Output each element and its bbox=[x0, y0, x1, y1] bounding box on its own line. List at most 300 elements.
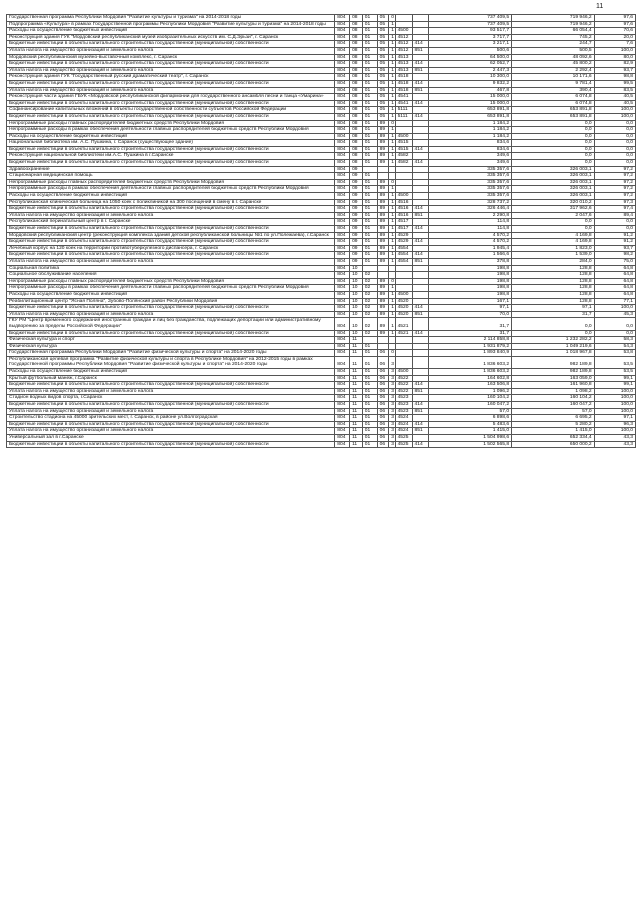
expense-type-code: 414 bbox=[412, 206, 429, 213]
table-row bbox=[7, 34, 636, 41]
ministry-code: 804 bbox=[335, 441, 350, 448]
planned-amount: 1 184,2 bbox=[429, 120, 512, 127]
subsection-code: 01 bbox=[362, 350, 377, 357]
target-code: 4513 bbox=[395, 61, 412, 68]
execution-percent: 53,8 bbox=[594, 350, 635, 357]
expense-type-code bbox=[412, 34, 429, 41]
expense-type-code bbox=[412, 369, 429, 376]
subsection-code: 01 bbox=[362, 146, 377, 153]
expense-type-code bbox=[412, 343, 429, 350]
planned-amount: 1 096,2 bbox=[429, 388, 512, 395]
executed-amount: 161 960,8 bbox=[512, 382, 595, 389]
expense-type-code: 414 bbox=[412, 80, 429, 87]
subprogram-code: 3 bbox=[389, 408, 395, 415]
target-code: 4522 bbox=[395, 388, 412, 395]
program-code: 05 bbox=[377, 47, 389, 54]
program-code: 89 bbox=[377, 245, 389, 252]
ministry-code: 804 bbox=[335, 239, 350, 246]
row-name: Физическая культура и спорт bbox=[7, 337, 335, 344]
target-code: 4517 bbox=[395, 226, 412, 233]
table-row bbox=[7, 350, 636, 357]
table-row bbox=[7, 94, 636, 101]
program-code: 05 bbox=[377, 113, 389, 120]
row-name: Физическая культура bbox=[7, 343, 335, 350]
execution-percent: 64,8 bbox=[594, 278, 635, 285]
program-code: 06 bbox=[377, 395, 389, 402]
row-name: Расходы на осуществление бюджетных инвестиций bbox=[7, 291, 335, 298]
planned-amount: 160 047,2 bbox=[429, 402, 512, 409]
planned-amount: 2 290,8 bbox=[429, 212, 512, 219]
execution-percent: 0,0 bbox=[594, 120, 635, 127]
planned-amount: 198,8 bbox=[429, 291, 512, 298]
subsection-code: 01 bbox=[362, 343, 377, 350]
section-code: 08 bbox=[350, 61, 363, 68]
executed-amount: 0,0 bbox=[512, 127, 595, 134]
expense-type-code: 414 bbox=[412, 146, 429, 153]
row-name: Лечебный корпус на 120 коек на территории противотуберкулезного диспансера, г. Саранск bbox=[7, 245, 335, 252]
execution-percent: 83,5 bbox=[594, 87, 635, 94]
target-code: 4512 bbox=[395, 47, 412, 54]
row-name: Непрограммные расходы главных распорядителей бюджетных средств Республики Мордовия bbox=[7, 179, 335, 186]
program-code: 89 bbox=[377, 305, 389, 312]
section-code: 11 bbox=[350, 356, 363, 368]
planned-amount: 834,6 bbox=[429, 146, 512, 153]
executed-amount: 0,0 bbox=[512, 226, 595, 233]
execution-percent: 53,5 bbox=[594, 356, 635, 368]
section-code: 08 bbox=[350, 153, 363, 160]
program-code: 89 bbox=[377, 226, 389, 233]
subprogram-code: 1 bbox=[389, 160, 395, 167]
program-code: 89 bbox=[377, 133, 389, 140]
row-name: Бюджетные инвестиции в объекты капитального строительства государственной (муниципальной) собственности bbox=[7, 330, 335, 337]
program-code: 05 bbox=[377, 61, 389, 68]
subprogram-code: 0 bbox=[389, 179, 395, 186]
expense-type-code bbox=[412, 272, 429, 279]
section-code: 09 bbox=[350, 193, 363, 200]
ministry-code: 804 bbox=[335, 298, 350, 305]
execution-percent: 100,0 bbox=[594, 305, 635, 312]
execution-percent: 0,0 bbox=[594, 133, 635, 140]
target-code bbox=[395, 343, 412, 350]
expense-type-code bbox=[412, 74, 429, 81]
subsection-code: 01 bbox=[362, 15, 377, 22]
subprogram-code: 1 bbox=[389, 318, 395, 330]
expense-type-code bbox=[412, 232, 429, 239]
planned-amount: 349,6 bbox=[429, 160, 512, 167]
section-code: 11 bbox=[350, 350, 363, 357]
expense-type-code: 851 bbox=[412, 212, 429, 219]
target-code: 4523 bbox=[395, 408, 412, 415]
section-code: 08 bbox=[350, 160, 363, 167]
executed-amount: 719 946,2 bbox=[512, 21, 595, 28]
ministry-code: 804 bbox=[335, 369, 350, 376]
execution-percent: 91,2 bbox=[594, 232, 635, 239]
planned-amount: 4 570,2 bbox=[429, 239, 512, 246]
subsection-code: 01 bbox=[362, 239, 377, 246]
executed-amount: 326 003,1 bbox=[512, 166, 595, 173]
expense-type-code bbox=[412, 219, 429, 226]
subsection-code: 01 bbox=[362, 193, 377, 200]
subsection-code: 01 bbox=[362, 369, 377, 376]
expense-type-code bbox=[412, 356, 429, 368]
ministry-code: 804 bbox=[335, 153, 350, 160]
table-row bbox=[7, 219, 636, 226]
program-code bbox=[377, 343, 389, 350]
expense-type-code: 414 bbox=[412, 113, 429, 120]
row-name: Уплата налога на имущество организаций и земельного налога bbox=[7, 47, 335, 54]
row-name: Бюджетные инвестиции в объекты капитального строительства государственной (муниципальной) собственности bbox=[7, 252, 335, 259]
table-row bbox=[7, 408, 636, 415]
subprogram-code: 0 bbox=[389, 15, 395, 22]
executed-amount: 0,0 bbox=[512, 153, 595, 160]
ministry-code: 804 bbox=[335, 166, 350, 173]
planned-amount: 1 893 840,9 bbox=[429, 350, 512, 357]
row-name: Непрограммные расходы в рамках обеспечения деятельности главных распорядителей бюджетных средств Республики Мордовия bbox=[7, 186, 335, 193]
subsection-code: 01 bbox=[362, 186, 377, 193]
row-name: Реконструкция части здания ГБУК «Мордовской республиканской филармонии для государственного ансамбля песни и танца «Умарина» bbox=[7, 94, 335, 101]
section-code: 10 bbox=[350, 311, 363, 318]
planned-amount: 114,8 bbox=[429, 219, 512, 226]
target-code bbox=[395, 272, 412, 279]
execution-percent: 43,3 bbox=[594, 441, 635, 448]
subprogram-code: 1 bbox=[389, 94, 395, 101]
execution-percent: 54,3 bbox=[594, 343, 635, 350]
section-code: 11 bbox=[350, 369, 363, 376]
section-code: 08 bbox=[350, 54, 363, 61]
table-row bbox=[7, 285, 636, 292]
target-code: 4524 bbox=[395, 421, 412, 428]
ministry-code: 804 bbox=[335, 402, 350, 409]
ministry-code: 804 bbox=[335, 94, 350, 101]
expense-type-code bbox=[412, 265, 429, 272]
section-code: 08 bbox=[350, 34, 363, 41]
ministry-code: 804 bbox=[335, 285, 350, 292]
subsection-code: 01 bbox=[362, 212, 377, 219]
planned-amount: 335 357,6 bbox=[429, 186, 512, 193]
subsection-code: 01 bbox=[362, 120, 377, 127]
program-code: 06 bbox=[377, 350, 389, 357]
program-code: 89 bbox=[377, 330, 389, 337]
subsection-code: 01 bbox=[362, 87, 377, 94]
program-code: 05 bbox=[377, 87, 389, 94]
section-code: 09 bbox=[350, 166, 363, 173]
section-code: 09 bbox=[350, 173, 363, 180]
subsection-code: 01 bbox=[362, 67, 377, 74]
row-name: Уплата налога на имущество организаций и земельного налога bbox=[7, 258, 335, 265]
target-code: 4516 bbox=[395, 212, 412, 219]
row-name: Мордовский республиканский центр (реконструкция комплекса зданий детской республиканской больницы №1 по ул.Полежаева), г.Саранск bbox=[7, 232, 335, 239]
planned-amount: 737 409,5 bbox=[429, 15, 512, 22]
subprogram-code: 3 bbox=[389, 402, 395, 409]
planned-amount: 163 506,8 bbox=[429, 382, 512, 389]
section-code: 10 bbox=[350, 305, 363, 312]
section-code: 11 bbox=[350, 402, 363, 409]
subsection-code: 01 bbox=[362, 94, 377, 101]
executed-amount: 1 415,0 bbox=[512, 428, 595, 435]
target-code: 5111 bbox=[395, 107, 412, 114]
subsection-code: 01 bbox=[362, 80, 377, 87]
subprogram-code: 1 bbox=[389, 239, 395, 246]
ministry-code: 804 bbox=[335, 173, 350, 180]
program-code: 89 bbox=[377, 179, 389, 186]
ministry-code: 804 bbox=[335, 330, 350, 337]
planned-amount: 198,8 bbox=[429, 278, 512, 285]
row-name: Государственная программа Республики Мордовия "Развитие физической культуры и спорта" на 2014-2020 годы bbox=[7, 350, 335, 357]
program-code: 89 bbox=[377, 140, 389, 147]
planned-amount: 1 184,2 bbox=[429, 133, 512, 140]
row-name: Бюджетные инвестиции в объекты капитального строительства государственной (муниципальной) собственности bbox=[7, 146, 335, 153]
program-code: 06 bbox=[377, 421, 389, 428]
executed-amount: 45 800,2 bbox=[512, 61, 595, 68]
target-code: 4554 bbox=[395, 252, 412, 259]
section-code: 09 bbox=[350, 232, 363, 239]
section-code: 10 bbox=[350, 285, 363, 292]
section-code: 11 bbox=[350, 421, 363, 428]
planned-amount: 1 836 603,2 bbox=[429, 356, 512, 368]
subsection-code: 01 bbox=[362, 421, 377, 428]
target-code bbox=[395, 278, 412, 285]
program-code: 89 bbox=[377, 298, 389, 305]
execution-percent: 75,0 bbox=[594, 258, 635, 265]
table-row bbox=[7, 226, 636, 233]
target-code bbox=[395, 127, 412, 134]
table-row bbox=[7, 28, 636, 35]
execution-percent: 70,6 bbox=[594, 28, 635, 35]
expense-type-code bbox=[412, 28, 429, 35]
target-code bbox=[395, 21, 412, 28]
subsection-code bbox=[362, 265, 377, 272]
executed-amount: 10 171,6 bbox=[512, 74, 595, 81]
subprogram-code: 3 bbox=[389, 395, 395, 402]
planned-amount: 349,6 bbox=[429, 153, 512, 160]
table-row bbox=[7, 120, 636, 127]
planned-amount: 3 217,1 bbox=[429, 41, 512, 48]
budget-table bbox=[6, 14, 636, 448]
planned-amount: 57,0 bbox=[429, 408, 512, 415]
row-name: Непрограммные расходы главных распорядителей бюджетных средств Республики Мордовия bbox=[7, 278, 335, 285]
row-name: Бюджетные инвестиции в объекты капитального строительства государственной (муниципальной) собственности bbox=[7, 382, 335, 389]
program-code: 06 bbox=[377, 388, 389, 395]
subprogram-code: 1 bbox=[389, 127, 395, 134]
expense-type-code bbox=[412, 278, 429, 285]
execution-percent: 0,0 bbox=[594, 153, 635, 160]
row-name: ГКУ РМ "Центр временного содержания иностранных граждан и лиц без гражданства, подлежащих депортации или административному выдворению за пределы Российской Федерации" bbox=[7, 318, 335, 330]
target-code: 4500 bbox=[395, 28, 412, 35]
row-name: Социальное обслуживание населения bbox=[7, 272, 335, 279]
executed-amount: 6 074,8 bbox=[512, 94, 595, 101]
subprogram-code: 1 bbox=[389, 212, 395, 219]
subprogram-code: 1 bbox=[389, 61, 395, 68]
target-code bbox=[395, 120, 412, 127]
subsection-code: 02 bbox=[362, 278, 377, 285]
table-row bbox=[7, 245, 636, 252]
program-code bbox=[377, 173, 389, 180]
table-row bbox=[7, 298, 636, 305]
ministry-code: 804 bbox=[335, 107, 350, 114]
executed-amount: 128,8 bbox=[512, 265, 595, 272]
subsection-code: 01 bbox=[362, 160, 377, 167]
target-code: 5111 bbox=[395, 113, 412, 120]
executed-amount: 1 018 967,8 bbox=[512, 350, 595, 357]
subprogram-code: 1 bbox=[389, 100, 395, 107]
ministry-code: 804 bbox=[335, 140, 350, 147]
target-code: 4516 bbox=[395, 206, 412, 213]
target-code: 4541 bbox=[395, 100, 412, 107]
subsection-code: 01 bbox=[362, 388, 377, 395]
execution-percent: 0,0 bbox=[594, 318, 635, 330]
execution-percent: 100,0 bbox=[594, 395, 635, 402]
table-row bbox=[7, 41, 636, 48]
section-code: 08 bbox=[350, 67, 363, 74]
section-code: 08 bbox=[350, 127, 363, 134]
subprogram-code: 3 bbox=[389, 441, 395, 448]
subprogram-code: 1 bbox=[389, 47, 395, 54]
execution-percent: 97,2 bbox=[594, 193, 635, 200]
execution-percent: 20,0 bbox=[594, 34, 635, 41]
table-row bbox=[7, 428, 636, 435]
expense-type-code bbox=[412, 166, 429, 173]
subprogram-code: 1 bbox=[389, 186, 395, 193]
subsection-code: 01 bbox=[362, 173, 377, 180]
section-code: 09 bbox=[350, 239, 363, 246]
section-code: 08 bbox=[350, 15, 363, 22]
ministry-code: 804 bbox=[335, 100, 350, 107]
executed-amount: 650 000,2 bbox=[512, 441, 595, 448]
row-name: Строительство стадиона на 45000 зрительских мест, г. Саранск, в районе ул.Волгоградская bbox=[7, 415, 335, 422]
planned-amount: 653 891,8 bbox=[429, 113, 512, 120]
table-row bbox=[7, 67, 636, 74]
executed-amount: 160 104,2 bbox=[512, 395, 595, 402]
planned-amount: 335 357,6 bbox=[429, 193, 512, 200]
subprogram-code: 1 bbox=[389, 291, 395, 298]
table-row bbox=[7, 153, 636, 160]
program-code: 06 bbox=[377, 369, 389, 376]
ministry-code: 804 bbox=[335, 206, 350, 213]
execution-percent: 97,2 bbox=[594, 166, 635, 173]
target-code: 4500 bbox=[395, 291, 412, 298]
planned-amount: 1 836 603,2 bbox=[429, 369, 512, 376]
section-code: 09 bbox=[350, 212, 363, 219]
program-code: 05 bbox=[377, 74, 389, 81]
program-code bbox=[377, 272, 389, 279]
ministry-code: 804 bbox=[335, 80, 350, 87]
section-code: 10 bbox=[350, 318, 363, 330]
expense-type-code: 414 bbox=[412, 441, 429, 448]
table-row bbox=[7, 343, 636, 350]
subsection-code: 01 bbox=[362, 232, 377, 239]
page-number: 11 bbox=[596, 3, 604, 10]
target-code: 4520 bbox=[395, 311, 412, 318]
section-code: 08 bbox=[350, 113, 363, 120]
program-code: 89 bbox=[377, 252, 389, 259]
planned-amount: 64 500,0 bbox=[429, 54, 512, 61]
executed-amount: 66 054,4 bbox=[512, 28, 595, 35]
row-name: Реконструкция национальной библиотеки им.А.С. Пушкина в г.Саранске bbox=[7, 153, 335, 160]
target-code: 4529 bbox=[395, 239, 412, 246]
ministry-code: 804 bbox=[335, 265, 350, 272]
subsection-code: 01 bbox=[362, 375, 377, 382]
row-name: Софинансирование капитальных вложений в объекты государственной собственности субъектов Российской Федерации bbox=[7, 107, 335, 114]
executed-amount: 1 823,0 bbox=[512, 245, 595, 252]
ministry-code: 804 bbox=[335, 21, 350, 28]
executed-amount: 326 003,1 bbox=[512, 173, 595, 180]
program-code bbox=[377, 265, 389, 272]
subsection-code: 01 bbox=[362, 199, 377, 206]
subprogram-code: 1 bbox=[389, 226, 395, 233]
row-name: Бюджетные инвестиции в объекты капитального строительства государственной (муниципальной) собственности bbox=[7, 441, 335, 448]
expense-type-code: 851 bbox=[412, 67, 429, 74]
table-row bbox=[7, 369, 636, 376]
planned-amount: 15 000,0 bbox=[429, 100, 512, 107]
ministry-code: 804 bbox=[335, 74, 350, 81]
section-code: 11 bbox=[350, 337, 363, 344]
executed-amount: 0,0 bbox=[512, 219, 595, 226]
row-name: Стадион водных видов спорта, г.Саранск bbox=[7, 395, 335, 402]
row-name: Непрограммные расходы главных распорядителей бюджетных средств Республики Мордовия bbox=[7, 120, 335, 127]
executed-amount: 982 189,8 bbox=[512, 369, 595, 376]
ministry-code: 804 bbox=[335, 219, 350, 226]
subprogram-code: 1 bbox=[389, 113, 395, 120]
subprogram-code: 1 bbox=[389, 87, 395, 94]
subprogram-code: 1 bbox=[389, 80, 395, 87]
expense-type-code bbox=[412, 127, 429, 134]
expense-type-code: 414 bbox=[412, 402, 429, 409]
expense-type-code bbox=[412, 15, 429, 22]
expense-type-code bbox=[412, 337, 429, 344]
executed-amount: 0,0 bbox=[512, 160, 595, 167]
subprogram-code: 1 bbox=[389, 199, 395, 206]
executed-amount: 128,8 bbox=[512, 278, 595, 285]
subsection-code: 01 bbox=[362, 258, 377, 265]
row-name: Реконструкция здания ГУК "Государственный русский драматический театр", г. Саранск bbox=[7, 74, 335, 81]
expense-type-code: 414 bbox=[412, 226, 429, 233]
program-code bbox=[377, 166, 389, 173]
ministry-code: 804 bbox=[335, 226, 350, 233]
expense-type-code: 414 bbox=[412, 239, 429, 246]
subprogram-code: 3 bbox=[389, 356, 395, 368]
execution-percent: 0,0 bbox=[594, 146, 635, 153]
executed-amount: 653 891,8 bbox=[512, 107, 595, 114]
expense-type-code bbox=[412, 179, 429, 186]
subsection-code: 01 bbox=[362, 402, 377, 409]
program-code: 89 bbox=[377, 199, 389, 206]
ministry-code: 804 bbox=[335, 421, 350, 428]
subprogram-code: 1 bbox=[389, 245, 395, 252]
expense-type-code: 414 bbox=[412, 41, 429, 48]
subsection-code: 01 bbox=[362, 54, 377, 61]
planned-amount: 97,1 bbox=[429, 305, 512, 312]
table-row bbox=[7, 272, 636, 279]
table-row bbox=[7, 265, 636, 272]
execution-percent: 0,0 bbox=[594, 140, 635, 147]
table-row bbox=[7, 15, 636, 22]
section-code: 10 bbox=[350, 298, 363, 305]
section-code: 08 bbox=[350, 107, 363, 114]
program-code bbox=[377, 337, 389, 344]
row-name: Уплата налога на имущество организаций и земельного налога bbox=[7, 408, 335, 415]
table-row bbox=[7, 258, 636, 265]
executed-amount: 0,0 bbox=[512, 140, 595, 147]
expense-type-code: 414 bbox=[412, 330, 429, 337]
program-code: 89 bbox=[377, 146, 389, 153]
row-name: Здравоохранение bbox=[7, 166, 335, 173]
program-code: 05 bbox=[377, 21, 389, 28]
program-code: 89 bbox=[377, 239, 389, 246]
planned-amount: 1 945,4 bbox=[429, 245, 512, 252]
target-code: 4518 bbox=[395, 80, 412, 87]
execution-percent: 97,4 bbox=[594, 206, 635, 213]
row-name: Мордовский республиканский музейно-выставочный комплекс, г. Саранск bbox=[7, 54, 335, 61]
